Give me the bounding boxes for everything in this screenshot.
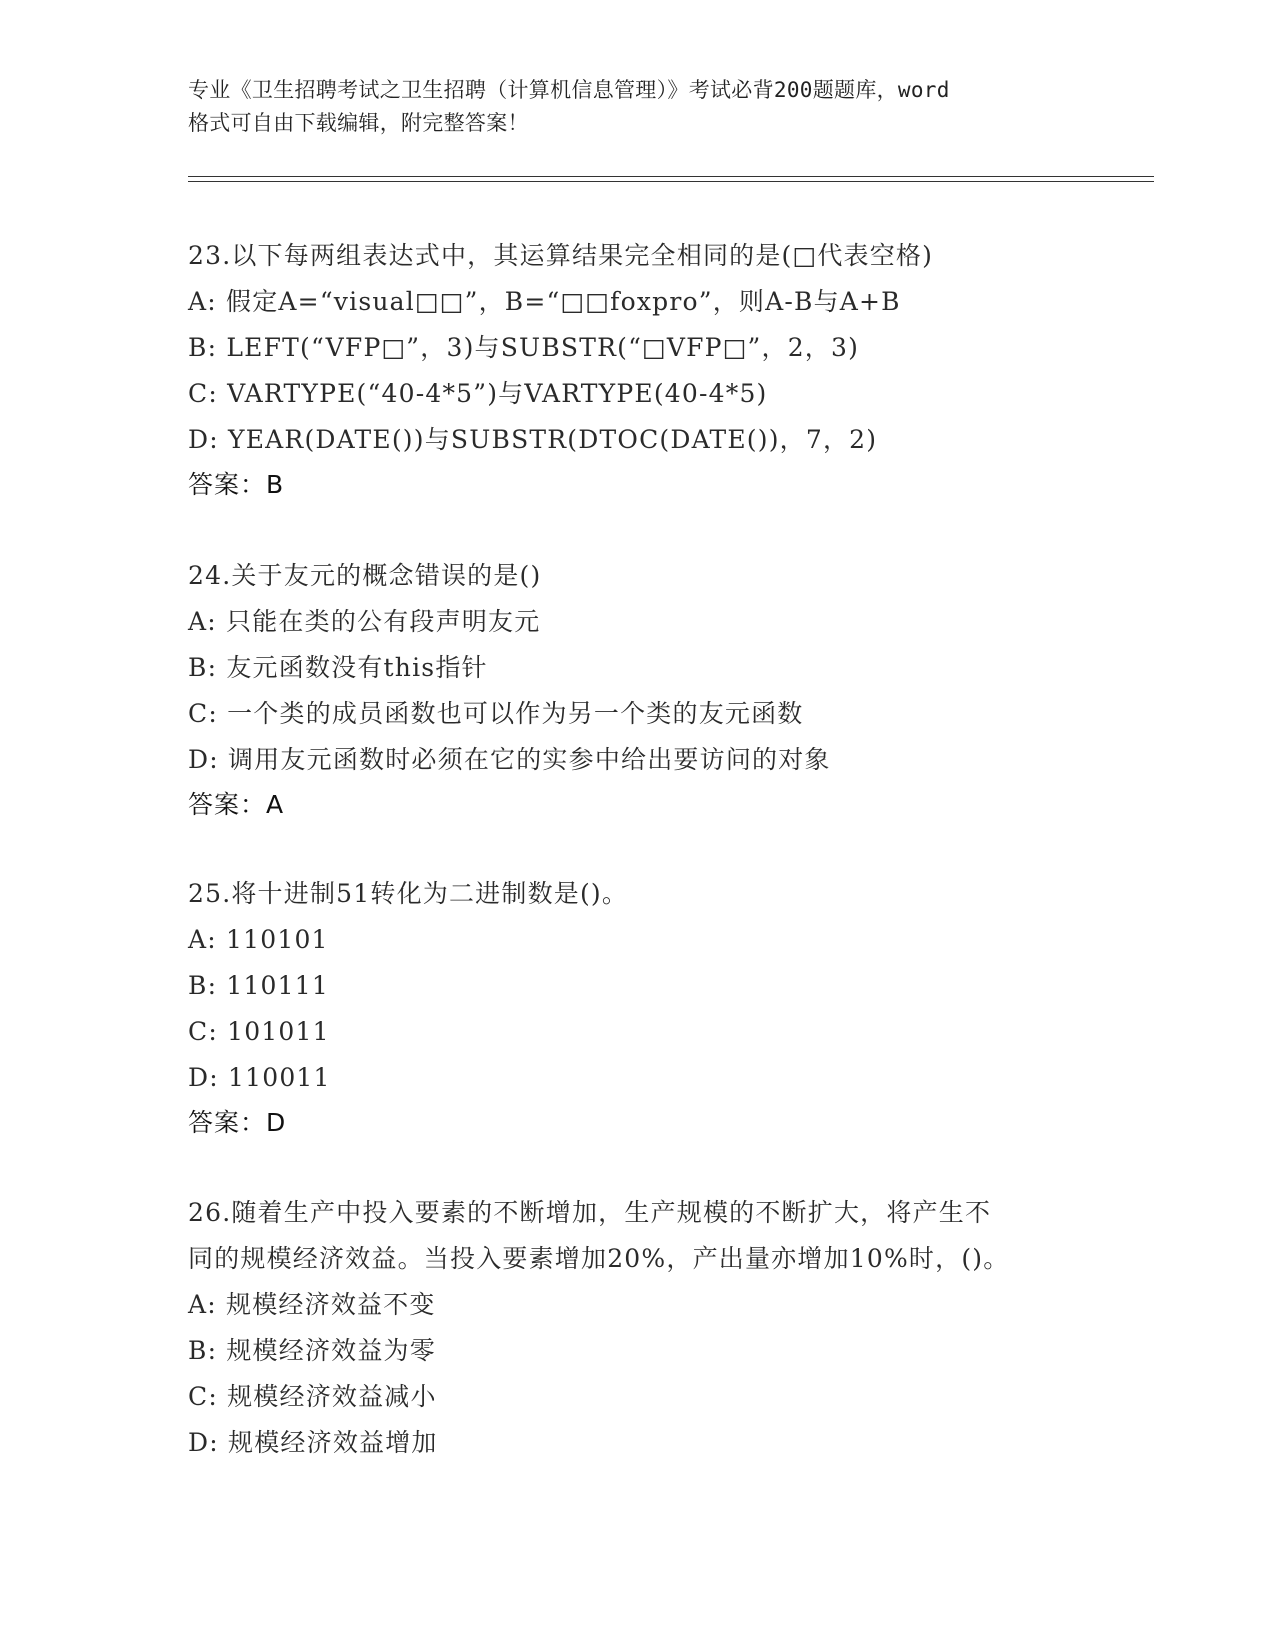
- question-stem-continued: 同的规模经济效益。当投入要素增加20%，产出量亦增加10%时，()。: [188, 1244, 1010, 1273]
- option-a: A: 110101: [188, 925, 329, 954]
- question-stem: 25.将十进制51转化为二进制数是()。: [188, 879, 629, 908]
- option-b: B: 规模经济效益为零: [188, 1336, 436, 1365]
- document-header: [188, 74, 1088, 140]
- option-d: D: 规模经济效益增加: [188, 1428, 438, 1457]
- question-24: [188, 553, 1088, 827]
- option-d: D: 调用友元函数时必须在它的实参中给出要访问的对象: [188, 745, 831, 774]
- option-b: B: 友元函数没有this指针: [188, 653, 488, 682]
- option-c: C: 规模经济效益减小: [188, 1382, 437, 1411]
- question-26: [188, 1190, 1088, 1466]
- option-b: B: 110111: [188, 971, 329, 1000]
- question-stem: 24.关于友元的概念错误的是(): [188, 561, 542, 590]
- header-line-1: 专业《卫生招聘考试之卫生招聘（计算机信息管理）》考试必背200题题库，word: [188, 78, 950, 102]
- option-b: B: LEFT(“VFP□”，3)与SUBSTR(“□VFP□”，2，3): [188, 333, 860, 362]
- option-a: A: 只能在类的公有段声明友元: [188, 607, 541, 636]
- option-a: A: 假定A=“visual□□”，B=“□□foxpro”，则A-B与A+B: [188, 287, 901, 316]
- header-divider-top: [188, 176, 1154, 177]
- option-d: D: YEAR(DATE())与SUBSTR(DTOC(DATE())，7，2): [188, 425, 878, 454]
- question-stem: 23.以下每两组表达式中，其运算结果完全相同的是(□代表空格): [188, 241, 934, 270]
- option-c: C: 101011: [188, 1017, 330, 1046]
- header-line-2: 格式可自由下载编辑，附完整答案！: [188, 111, 529, 135]
- header-divider-bottom: [188, 181, 1154, 182]
- answer-label: 答案：B: [188, 470, 285, 499]
- answer-label: 答案：A: [188, 790, 285, 819]
- option-c: C: VARTYPE(“40-4*5”)与VARTYPE(40-4*5): [188, 379, 768, 408]
- question-23: [188, 233, 1088, 507]
- option-c: C: 一个类的成员函数也可以作为另一个类的友元函数: [188, 699, 804, 728]
- option-a: A: 规模经济效益不变: [188, 1290, 436, 1319]
- option-d: D: 110011: [188, 1063, 331, 1092]
- question-stem: 26.随着生产中投入要素的不断增加，生产规模的不断扩大，将产生不: [188, 1198, 992, 1227]
- question-25: [188, 871, 1088, 1145]
- answer-label: 答案：D: [188, 1108, 287, 1137]
